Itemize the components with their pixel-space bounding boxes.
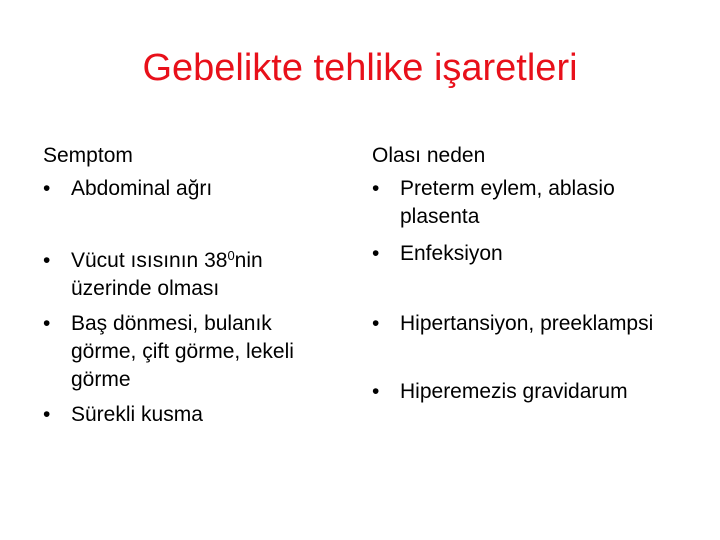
symptom-text-pre: Vücut ısısının 38: [71, 249, 228, 272]
bullet-icon: •: [372, 177, 380, 200]
bullet-icon: •: [372, 312, 380, 335]
bullet-icon: •: [43, 177, 51, 200]
bullet-icon: •: [43, 312, 51, 335]
symptom-text: Abdominal ağrı: [71, 177, 213, 200]
cause-item: [372, 378, 702, 406]
symptom-text: Baş dönmesi, bulanık görme, çift görme, lekeli görme: [71, 312, 294, 391]
symptom-text: Sürekli kusma: [71, 403, 203, 426]
symptom-item: [43, 310, 325, 394]
bullet-icon: •: [372, 242, 380, 265]
cause-text: Hiperemezis gravidarum: [400, 380, 628, 403]
bullet-icon: •: [372, 380, 380, 403]
cause-text: Preterm eylem, ablasio plasenta: [400, 177, 615, 228]
cause-item: [372, 310, 702, 338]
symptom-item: [43, 401, 325, 429]
degree-superscript: 0: [227, 248, 235, 263]
cause-item: [372, 175, 657, 231]
symptom-item: [43, 175, 323, 203]
symptom-text-post: nin üzerinde olması: [71, 249, 263, 300]
slide-title: Gebelikte tehlike işaretleri: [142, 47, 578, 89]
cause-text: Hipertansiyon, preeklampsi: [400, 312, 654, 335]
cause-item: [372, 240, 692, 268]
cause-text: Enfeksiyon: [400, 242, 503, 265]
symptom-item: [43, 247, 305, 303]
bullet-icon: •: [43, 403, 51, 426]
left-column-heading: Semptom: [43, 144, 133, 167]
right-column-heading: Olası neden: [372, 144, 486, 167]
bullet-icon: •: [43, 249, 51, 272]
